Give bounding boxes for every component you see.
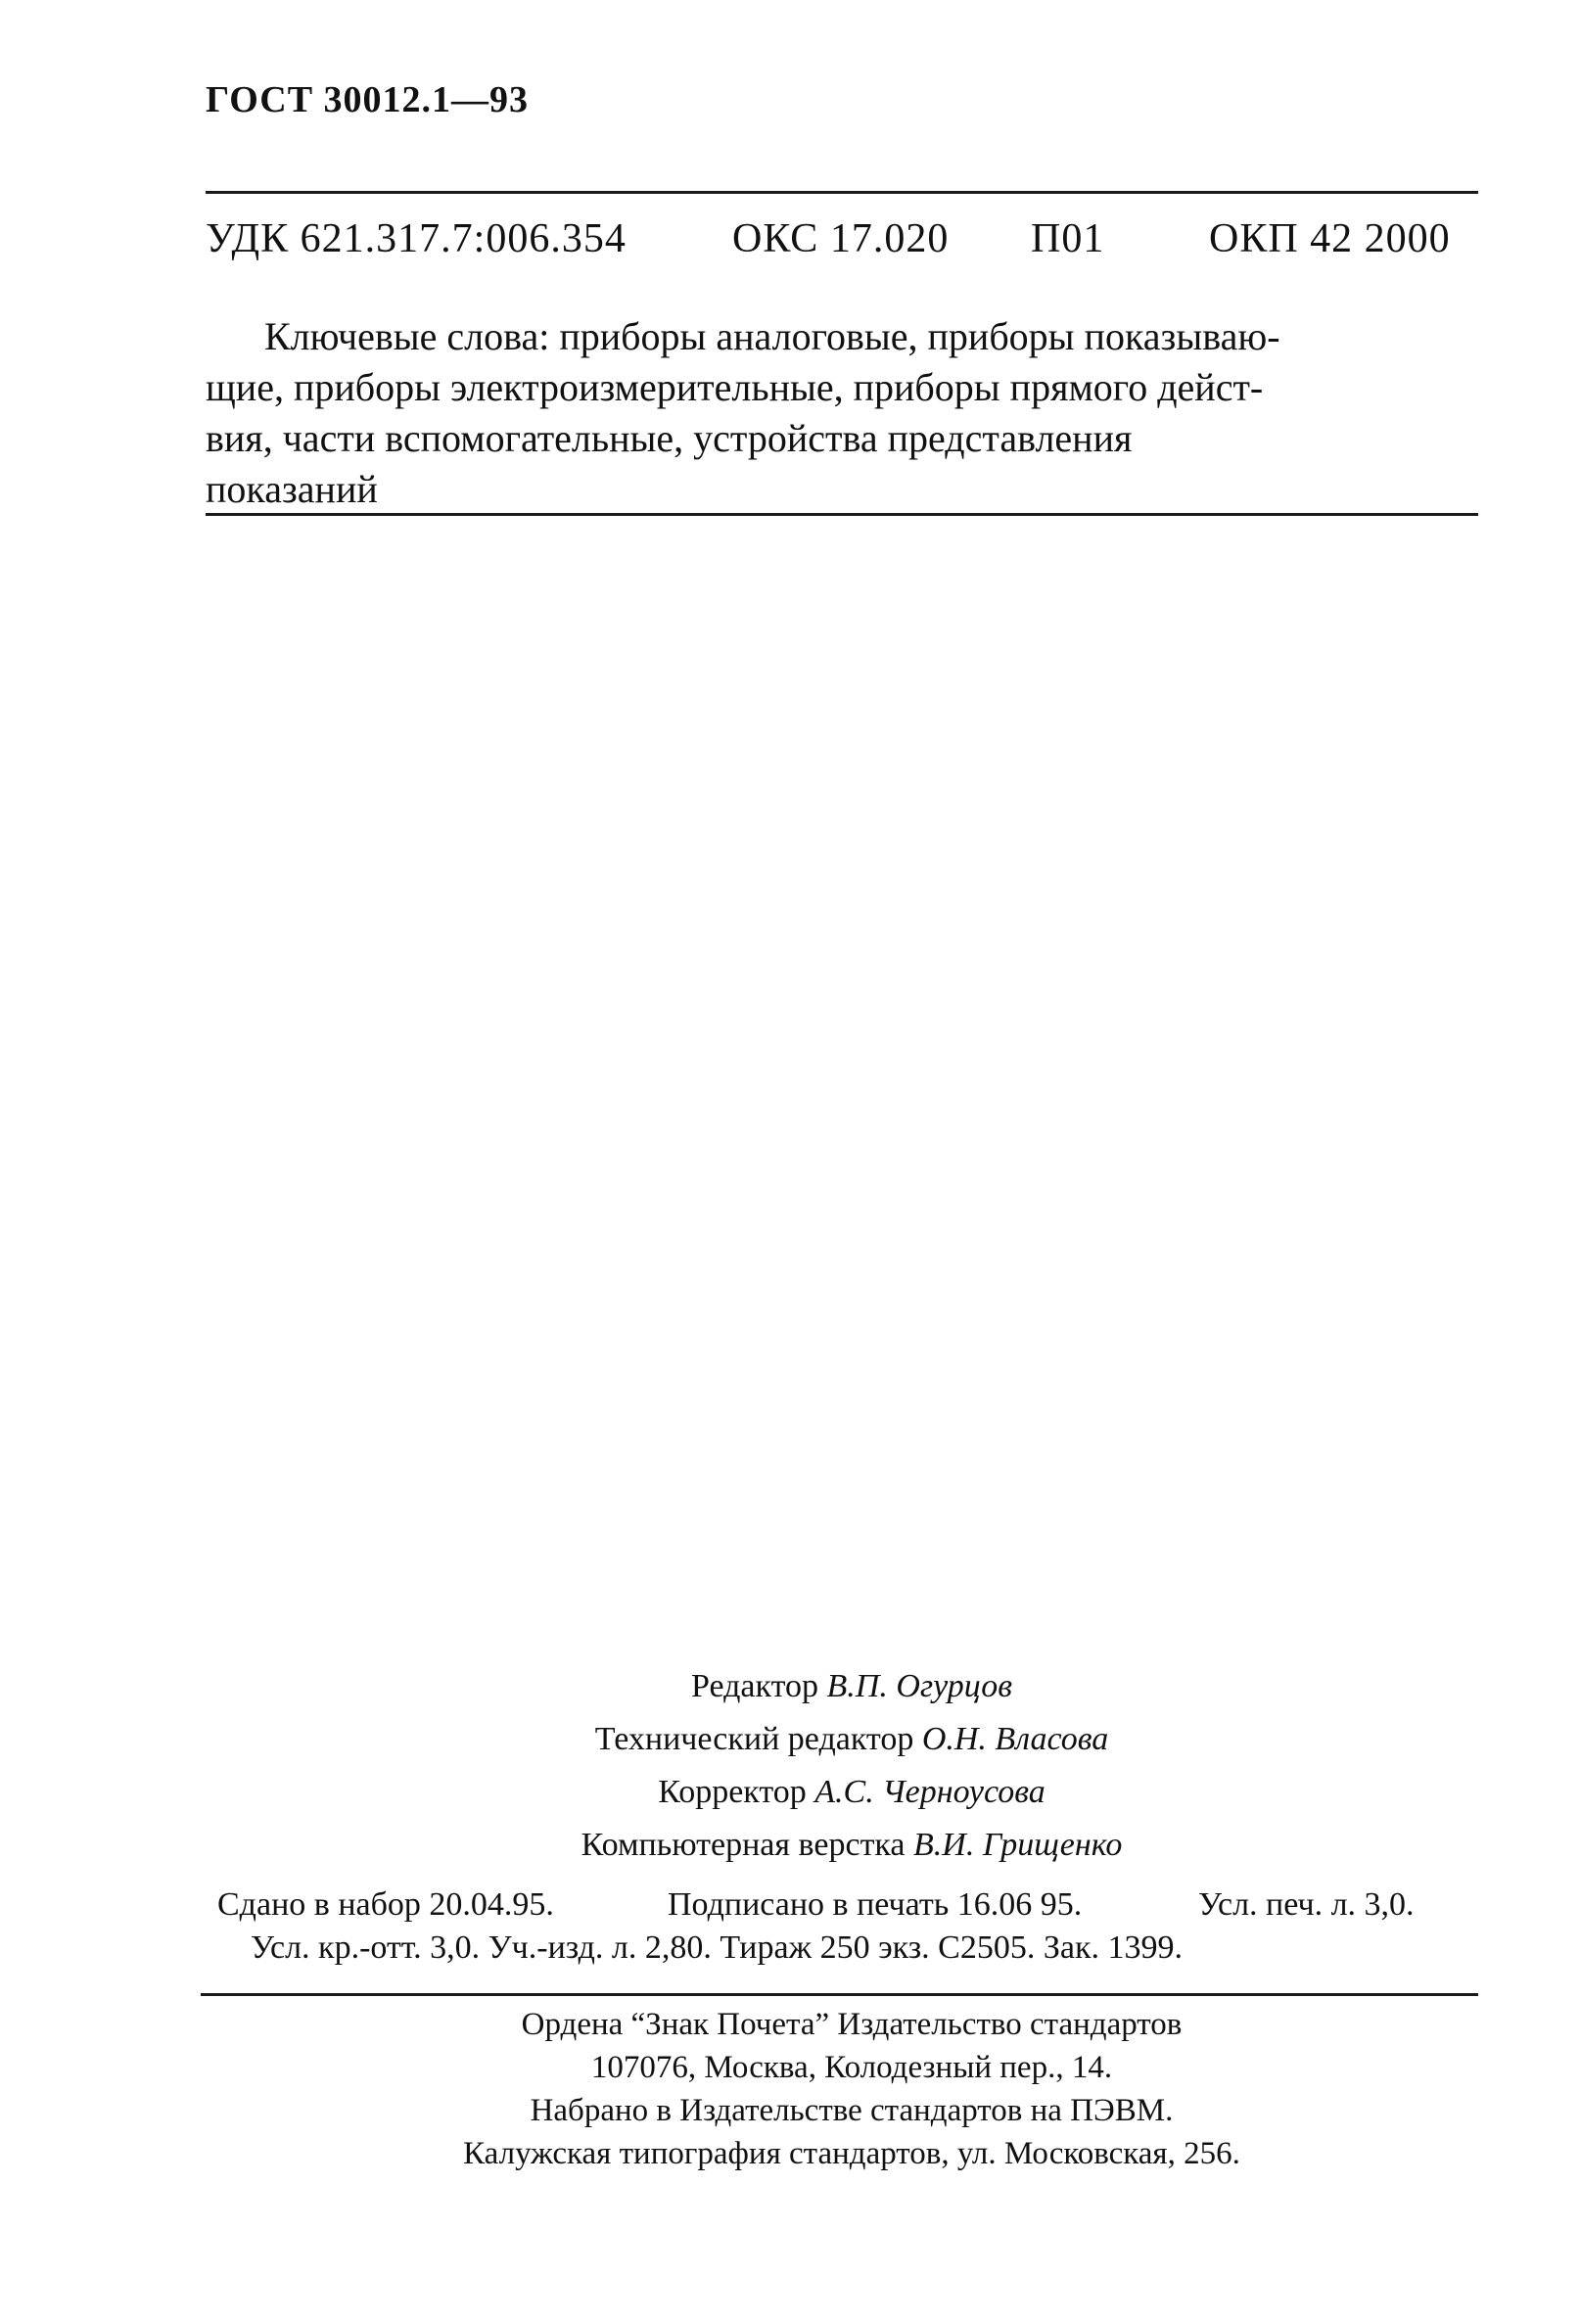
publication-details: Усл. кр.-отт. 3,0. Уч.-изд. л. 2,80. Тираж 250 экз. С2505. Зак. 1399. — [251, 1929, 1183, 1966]
credit-layout — [411, 1819, 1292, 1872]
keywords-line: вия, части вспомогательные, устройства представления — [206, 416, 1133, 460]
sent-to-typeset: Сдано в набор 20.04.95. — [217, 1886, 554, 1923]
typeset-note: Набрано в Издательстве стандартов на ПЭВМ. — [530, 2093, 1174, 2128]
keywords-line: показаний — [206, 467, 378, 511]
credit-tech-editor — [411, 1713, 1292, 1766]
credit-name: О.Н. Власова — [921, 1721, 1109, 1757]
credit-role: Компьютерная верстка — [581, 1827, 906, 1863]
credit-name: А.С. Черноусова — [814, 1774, 1046, 1810]
oks-code: ОКС 17.020 — [732, 216, 950, 261]
footer-top-rule — [201, 1993, 1478, 1996]
okp-code: ОКП 42 2000 — [1209, 216, 1451, 261]
publisher-block — [215, 2003, 1488, 2175]
credit-role: Корректор — [658, 1774, 807, 1810]
credits-block — [411, 1660, 1292, 1872]
credit-role: Технический редактор — [594, 1721, 914, 1757]
top-rule — [206, 191, 1478, 194]
credit-corrector — [411, 1766, 1292, 1819]
group-code: П01 — [1031, 216, 1105, 261]
publisher-line: Ордена “Знак Почета” Издательство стандартов — [521, 2007, 1183, 2042]
keywords-bottom-rule — [206, 513, 1478, 516]
standard-number: ГОСТ 30012.1—93 — [206, 79, 530, 120]
printing-house: Калужская типография стандартов, ул. Московская, 256. — [463, 2136, 1240, 2171]
publisher-address: 107076, Москва, Колодезный пер., 14. — [590, 2050, 1113, 2085]
credit-role: Редактор — [691, 1668, 818, 1704]
credit-editor — [411, 1660, 1292, 1713]
keywords-block — [206, 311, 1478, 515]
signed-to-print: Подписано в печать 16.06 95. — [668, 1886, 1083, 1923]
credit-name: В.П. Огурцов — [826, 1668, 1012, 1704]
print-sheets: Усл. печ. л. 3,0. — [1198, 1886, 1415, 1923]
keywords-line: Ключевые слова: приборы аналоговые, приборы показываю- — [264, 314, 1280, 358]
udk-code: УДК 621.317.7:006.354 — [206, 216, 627, 261]
credit-name: В.И. Грищенко — [913, 1827, 1123, 1863]
keywords-line: щие, приборы электроизмерительные, приборы прямого дейст- — [206, 365, 1264, 409]
